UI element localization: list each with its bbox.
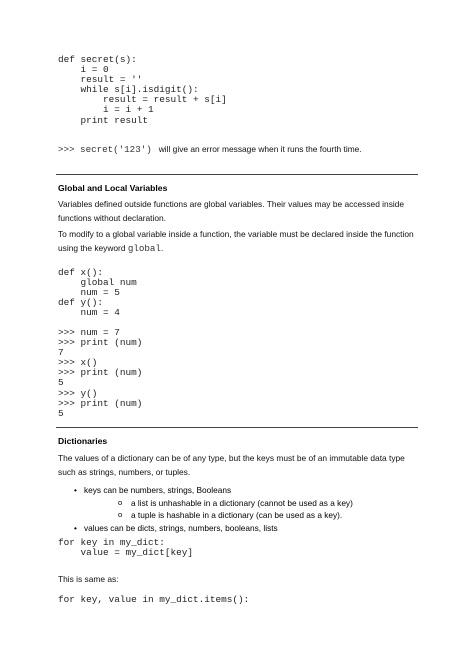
global-example-session: >>> num = 7 >>> print (num) 7 >>> x() >>> print (num) 5 >>> y() >>> print (num) 5 [58,327,143,419]
global-variables-paragraph: Variables defined outside functions are global variables. Their values may be accessed inside functions without declaration. [58,199,405,223]
secret-function-code: def secret(s): i = 0 result = '' while s[i].isdigit(): result = result + s[i] i = i + 1 print result [58,54,227,126]
dict-loop-code: for key in my_dict: value = my_dict[key] [58,537,194,559]
global-keyword-text: To modify to a global variable inside a function, the variable must be declared inside the function using the keyword [58,229,414,253]
secret-call-explanation: will give an error message when it runs the fourth time. [158,144,362,154]
dictionaries-heading: Dictionaries [58,436,108,446]
global-keyword-paragraph [58,228,418,255]
global-variables-heading: Global and Local Variables [58,183,168,193]
list-item: • values can be dicts, strings, numbers, booleans, lists [58,522,353,535]
section-divider [56,427,418,428]
dictionary-rules-list [58,484,353,534]
list-item: o a tuple is hashable in a dictionary (can be used as a key). [58,509,353,522]
dictionaries-paragraph: The values of a dictionary can be of any type, but the keys must be of an immutable data type such as strings, numbers, or tuples. [58,453,405,477]
global-keyword-period: . [160,242,164,253]
dict-items-loop-code: for key, value in my_dict.items(): [58,594,250,605]
secret-call-code: >>> secret('123') [58,144,152,155]
global-example-code: def x(): global num num = 5 def y(): num = 4 [58,267,137,319]
same-as-label: This is same as: [58,574,119,584]
section-divider [56,174,418,175]
list-item: • keys can be numbers, strings, Booleans [58,484,353,497]
list-item: o a list is unhashable in a dictionary (cannot be used as a key) [58,497,353,510]
global-keyword: global [127,242,161,254]
secret-call-line [58,143,418,157]
